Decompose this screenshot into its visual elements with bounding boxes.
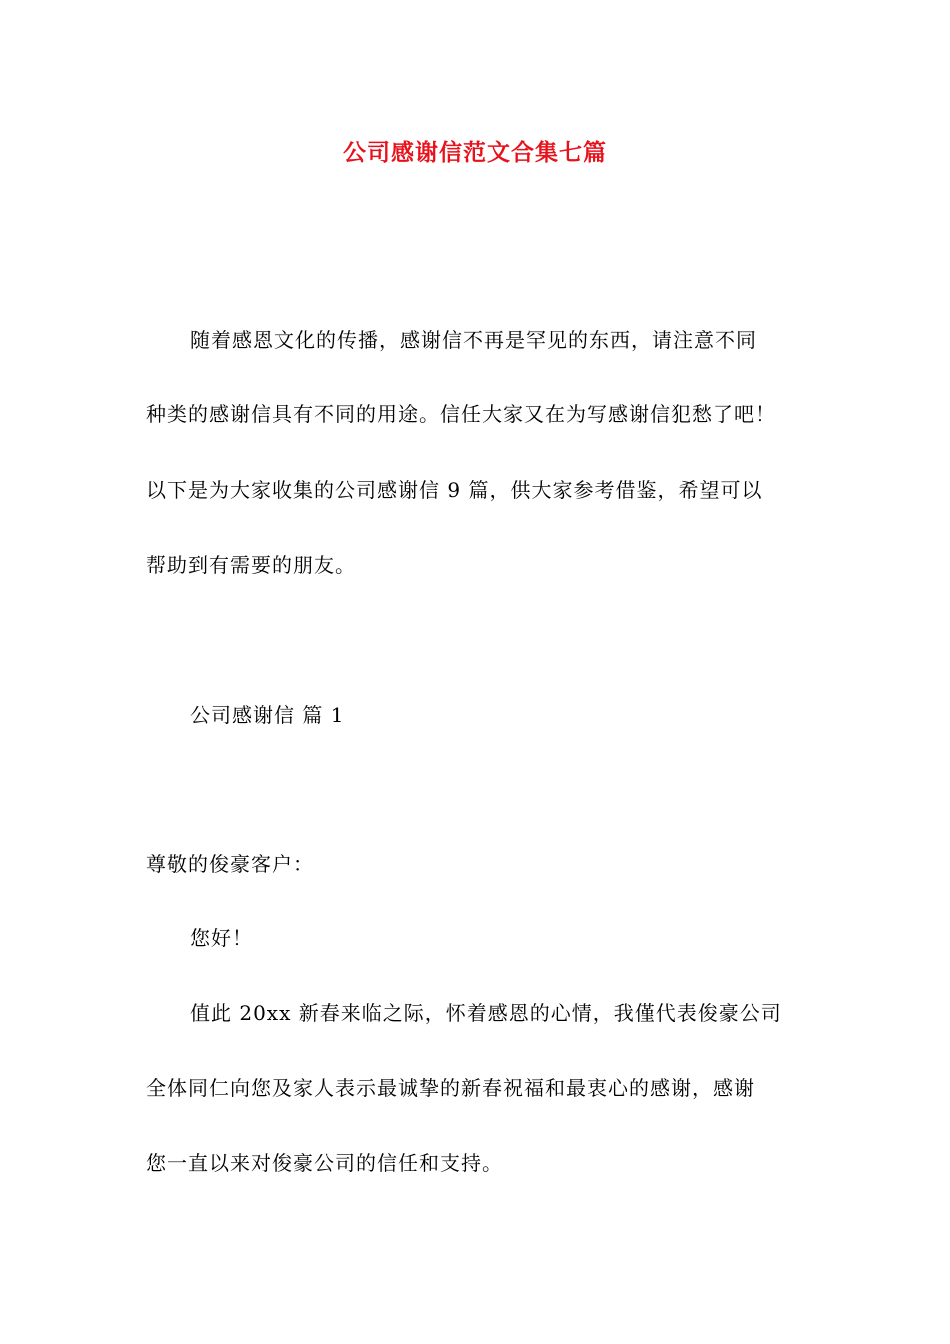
- body-line-2: 全体同仁向您及家人表示最诚挚的新春祝福和最衷心的感谢，感谢: [146, 1076, 755, 1100]
- intro-line-2: 种类的感谢信具有不同的用途。信任大家又在为写感谢信犯愁了吧！: [146, 402, 776, 426]
- body-line-3: 您一直以来对俊豪公司的信任和支持。: [146, 1151, 503, 1175]
- intro-line-3: 以下是为大家收集的公司感谢信 9 篇，供大家参考借鉴，希望可以: [146, 478, 763, 502]
- greeting: 您好！: [190, 926, 253, 950]
- page-title: 公司感谢信范文合集七篇: [343, 139, 607, 166]
- section-heading: 公司感谢信 篇 1: [190, 703, 345, 727]
- salutation: 尊敬的俊豪客户：: [146, 852, 314, 876]
- intro-line-4: 帮助到有需要的朋友。: [146, 553, 356, 577]
- body-line-1: 值此 20xx 新春来临之际，怀着感恩的心情，我僅代表俊豪公司: [190, 1001, 782, 1025]
- intro-line-1: 随着感恩文化的传播，感谢信不再是罕见的东西，请注意不同: [190, 328, 757, 352]
